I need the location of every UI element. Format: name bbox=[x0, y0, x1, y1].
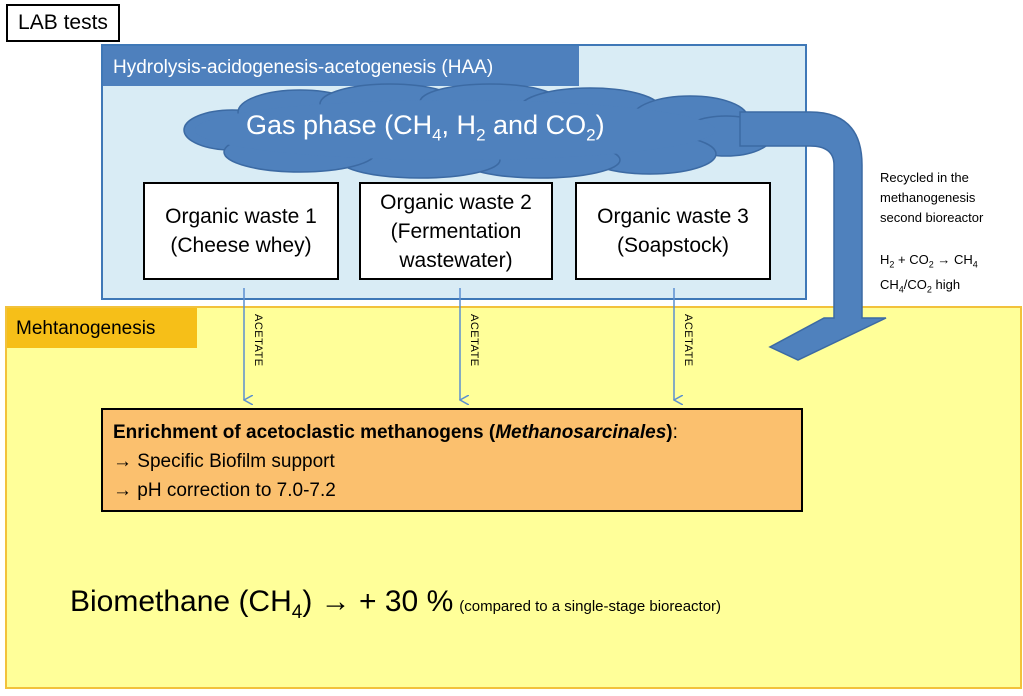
reaction-note bbox=[880, 250, 978, 299]
haa-title: Hydrolysis-acidogenesis-acetogenesis (HAA) bbox=[103, 46, 579, 86]
enrichment-heading: Enrichment of acetoclastic methanogens (Methanosarcinales): bbox=[113, 422, 678, 443]
waste-line: Organic waste 3 bbox=[597, 205, 749, 228]
enrichment-bullet: → Specific Biofilm support bbox=[113, 451, 335, 472]
waste-line: wastewater) bbox=[399, 248, 513, 272]
acetate-label-2: ACETATE bbox=[468, 314, 480, 367]
lab-tests-label: LAB tests bbox=[6, 4, 120, 42]
reaction-equation: $H_2 + CO_2 \to CH_4$ bbox=[880, 252, 978, 270]
waste-line: (Cheese whey) bbox=[170, 234, 312, 257]
organic-waste-3-box bbox=[575, 182, 771, 280]
waste-line: Organic waste 1 bbox=[165, 205, 317, 228]
enrichment-box bbox=[101, 408, 803, 512]
acetate-label-1: ACETATE bbox=[252, 314, 264, 367]
methanogenesis-title: Mehtanogenesis bbox=[7, 308, 197, 348]
organic-waste-2-box bbox=[359, 182, 553, 280]
waste-line: (Soapstock) bbox=[616, 234, 730, 257]
acetate-label-3: ACETATE bbox=[682, 314, 694, 367]
organic-waste-1-box bbox=[143, 182, 339, 280]
reaction-ratio: $CH_4/CO_2$ high bbox=[880, 276, 961, 295]
waste-line: (Fermentation bbox=[390, 219, 522, 243]
biomethane-note: (compared to a single-stage bioreactor) bbox=[459, 598, 722, 615]
biomethane-result: Biomethane $(CH_4)$ → + 30 % (compared to a single-stage bioreactor) bbox=[70, 585, 722, 623]
enrichment-bullet: → pH correction to 7.0-7.2 bbox=[113, 480, 336, 501]
recycled-note: Recycled in the methanogenesis second bioreactor bbox=[880, 170, 984, 225]
gas-phase-label: Gas phase ($CH_4$, $H_2$ and $CO_2$) bbox=[246, 110, 605, 145]
waste-line: Organic waste 2 bbox=[380, 190, 532, 214]
